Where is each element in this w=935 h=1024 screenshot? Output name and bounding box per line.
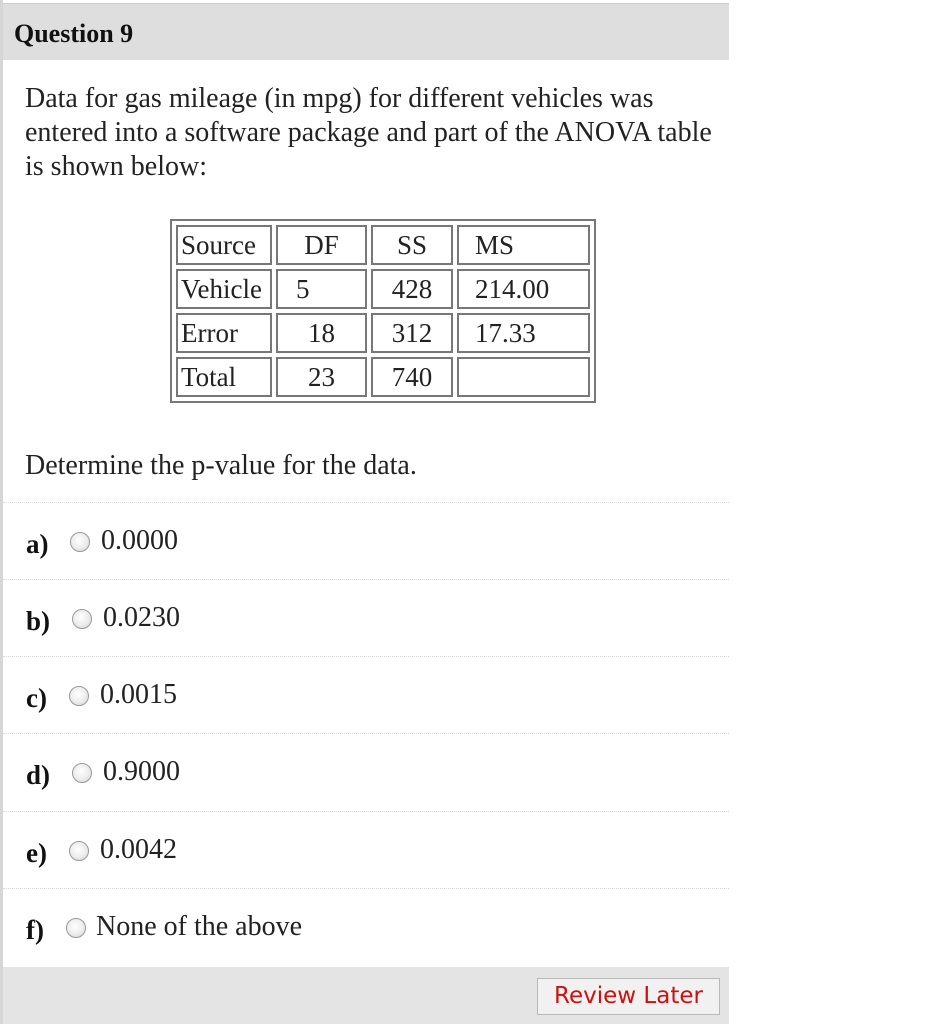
choice-a[interactable] bbox=[3, 502, 729, 579]
question-prompt: Determine the p-value for the data. bbox=[25, 450, 417, 481]
table-header-row bbox=[176, 225, 590, 265]
choice-letter: f) bbox=[26, 915, 44, 945]
table-header-cell: DF bbox=[276, 225, 367, 265]
radio-button-b[interactable] bbox=[72, 609, 92, 629]
radio-button-a[interactable] bbox=[70, 532, 90, 552]
choice-f[interactable] bbox=[3, 888, 729, 965]
choice-text[interactable]: 0.0042 bbox=[100, 834, 177, 865]
table-row bbox=[176, 357, 590, 397]
table-header-cell: MS bbox=[457, 225, 590, 265]
choice-e[interactable] bbox=[3, 811, 729, 888]
table-cell: 18 bbox=[276, 313, 367, 353]
table-cell: 23 bbox=[276, 357, 367, 397]
choice-letter: e) bbox=[26, 838, 47, 868]
review-later-button[interactable]: Review Later bbox=[537, 978, 720, 1015]
choice-letter: a) bbox=[26, 529, 49, 559]
table-row bbox=[176, 269, 590, 309]
choice-letter: b) bbox=[26, 606, 51, 636]
radio-button-f[interactable] bbox=[66, 918, 86, 938]
table-cell: 428 bbox=[371, 269, 453, 309]
table-cell: 17.33 bbox=[457, 313, 590, 353]
choice-d[interactable] bbox=[3, 733, 729, 810]
choice-text[interactable]: None of the above bbox=[96, 911, 303, 942]
table-header-cell: SS bbox=[371, 225, 453, 265]
choice-text[interactable]: 0.0000 bbox=[101, 525, 178, 556]
choice-b[interactable] bbox=[3, 579, 729, 656]
question-stem: Data for gas mileage (in mpg) for different vehicles was entered into a software package and part of the ANOVA table is shown below: bbox=[25, 83, 712, 182]
question-title: Question 9 bbox=[14, 19, 134, 48]
radio-button-c[interactable] bbox=[69, 686, 89, 706]
choice-text[interactable]: 0.0015 bbox=[100, 679, 177, 710]
table-cell: Vehicle bbox=[176, 269, 272, 309]
radio-button-d[interactable] bbox=[72, 763, 92, 783]
table-cell bbox=[457, 357, 590, 397]
choice-letter: d) bbox=[26, 760, 51, 790]
choice-text[interactable]: 0.0230 bbox=[103, 602, 180, 633]
table-cell: Error bbox=[176, 313, 272, 353]
table-cell: 312 bbox=[371, 313, 453, 353]
question-header bbox=[3, 3, 729, 60]
radio-button-e[interactable] bbox=[69, 841, 89, 861]
table-cell: 740 bbox=[371, 357, 453, 397]
table-header-cell: Source bbox=[176, 225, 272, 265]
table-cell: 214.00 bbox=[457, 269, 590, 309]
choice-letter: c) bbox=[26, 683, 47, 713]
table-cell: 5 bbox=[276, 269, 367, 309]
table-row bbox=[176, 313, 590, 353]
choice-c[interactable] bbox=[3, 656, 729, 733]
anova-table bbox=[170, 219, 596, 403]
choice-text[interactable]: 0.9000 bbox=[103, 756, 180, 787]
table-cell: Total bbox=[176, 357, 272, 397]
